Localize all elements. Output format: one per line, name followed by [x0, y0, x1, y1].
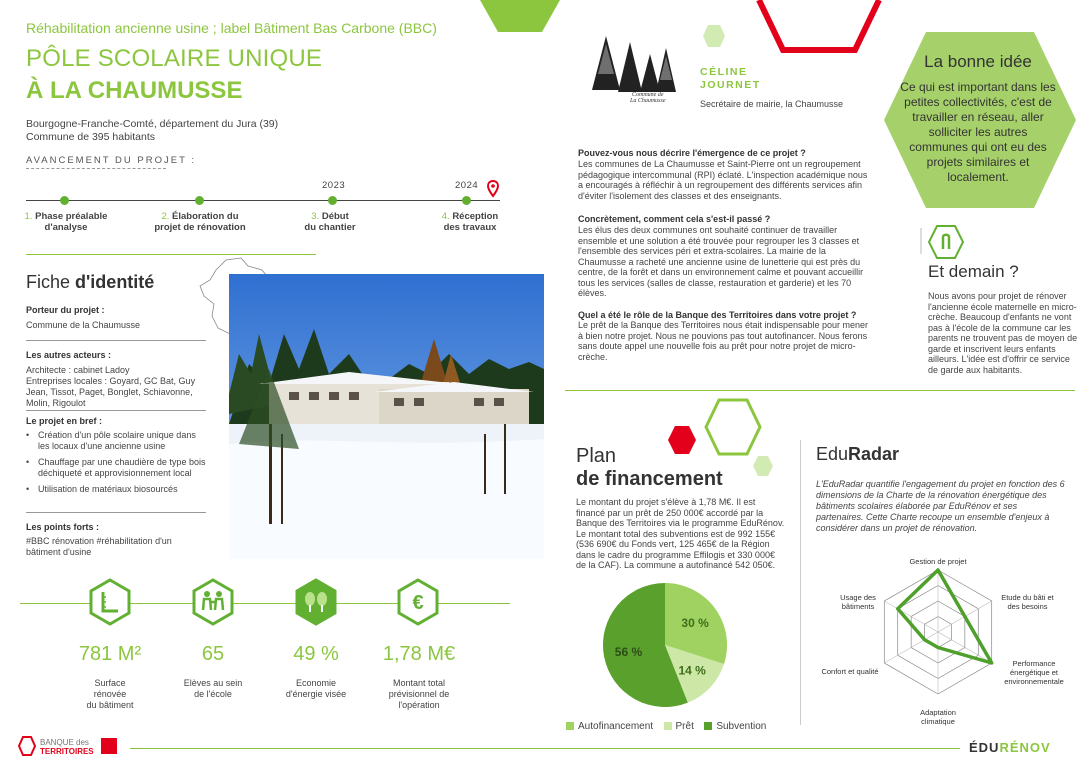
- idea-title: La bonne idée: [924, 52, 1032, 71]
- school-building-photo: [229, 274, 544, 559]
- timeline-year-4: 2024: [455, 180, 479, 191]
- stat-value-economie: 49 %: [293, 643, 339, 665]
- fiche-separator-2: [26, 410, 206, 411]
- plan-title-a: Plan: [576, 445, 617, 467]
- timeline-dot-1: [60, 196, 69, 205]
- page-title-line2: À LA CHAUMUSSE: [26, 77, 243, 104]
- forts-text: #BBC rénovation #réhabilitation d'un bâtiment d'usine: [26, 536, 172, 557]
- idea-leaf-icon: [928, 224, 964, 260]
- footer-line: [130, 748, 960, 749]
- banque-territoires-logo-icon: [18, 736, 36, 756]
- section-divider-fiche: [26, 254, 316, 255]
- fiche-title: Fiche d'identité: [26, 272, 155, 292]
- hexagon-light-small: [752, 455, 774, 477]
- legend-item-autofinancement: Autofinancement: [566, 721, 653, 732]
- timeline-step-3: 3. Début du chantier: [304, 211, 356, 233]
- eduradar-chart: [860, 560, 1020, 710]
- stat-value-surface: 781 M²: [78, 643, 142, 665]
- eduradar-text: L'EduRadar quantifie l'engagement du projet en fonction des 6 dimensions de la Charte de la rénovation énergétique des bâtiments scolaires élaborée par EduRénov et ses partenaires. Cette Charte recoupe un ensemble d'enjeux à considérer dans un projet de rénovation.: [816, 479, 1065, 533]
- hexagon-outline-green: [704, 398, 762, 456]
- stat-value-montant: 1,78 M€: [382, 643, 456, 665]
- progress-heading-underline: [26, 168, 166, 169]
- hexagon-red-small: [667, 425, 697, 455]
- pie-label-subvention: 56 %: [614, 644, 643, 659]
- porteur-heading: Porteur du projet :: [26, 305, 105, 315]
- pie-legend: [566, 716, 796, 734]
- page-title-line1: PÔLE SCOLAIRE UNIQUE: [26, 45, 323, 72]
- fiche-separator-1: [26, 340, 206, 341]
- vertical-divider: [800, 440, 801, 725]
- bref-list: [26, 430, 206, 500]
- acteurs-text: Architecte : cabinet Ladoy Entreprises locales : Goyard, GC Bat, Guy Jean, Tissot, Paget, Bonglet, Schiavonne, Molin, Rigoulot: [26, 365, 196, 408]
- svg-text:€: €: [412, 592, 424, 614]
- radar-label-performance: Performance énergétique et environnementale: [1004, 659, 1064, 686]
- pie-label-pret: 14 %: [678, 663, 706, 678]
- location-pin-icon: [487, 180, 499, 198]
- fiche-separator-3: [26, 512, 206, 513]
- answer-1: Les communes de La Chaumusse et Saint-Pierre ont un regroupement pédagogique intercommunal (RPI) éclaté. L'inspection académique nous a encouragés à réfléchir à un regroupement des différents services afin d'éviter l'isolement des classes et des enseignants.: [578, 159, 868, 201]
- demain-text: Nous avons pour projet de rénover l'ancienne école maternelle en micro-crèche. Beaucoup d'enfants ne vont pas à l'école de la commune car les parents ne trouvent pas de moyen de garde et inscrivent leurs enfants ailleurs. L'idée est d'offrir ce service de garde aux habitants.: [928, 291, 1078, 375]
- banque-territoires-logo-text: BANQUE des TERRITOIRES: [40, 738, 94, 756]
- plan-text: Le montant du projet s'élève à 1,78 M€. Il est financé par un prêt de 250 000€ accordé par la Banque des Territoires via le programme EduRénov. Le montant total des subventions est de 992 155€ (536 690€ du Fonds vert, 125 465€ de la Région dans le cadre du programme Effilogis et 330 000€ de la CAF). La commune a autofinancé 542 050€.: [576, 497, 785, 570]
- idea-text: Ce qui est important dans les petites collectivités, c'est de travailler en réseau, aller solliciter les autres communes qui ont eu des projets similaires et localement.: [900, 80, 1056, 184]
- ruler-icon: [88, 578, 132, 626]
- children-icon: [191, 578, 235, 626]
- timeline-step-2: 2. Élaboration du projet de rénovation: [154, 211, 246, 233]
- stat-label-surface: Surface rénovée du bâtiment: [86, 678, 134, 710]
- euro-icon: [396, 578, 440, 626]
- timeline-dot-3: [328, 196, 337, 205]
- project-subtitle: Réhabilitation ancienne usine ; label Bâtiment Bas Carbone (BBC): [26, 20, 437, 36]
- bref-heading: Le projet en bref :: [26, 416, 103, 426]
- legend-item-pret: Prêt: [664, 721, 694, 732]
- radar-label-gestion: Gestion de projet: [909, 557, 967, 566]
- pie-label-autofinancement: 30 %: [681, 616, 709, 631]
- hexagon-decoration-top: [480, 0, 560, 34]
- demain-divider: [920, 228, 922, 254]
- acteurs-heading: Les autres acteurs :: [26, 350, 112, 360]
- commune-logo-caption: Commune de La Chaumusse: [630, 92, 666, 104]
- hexagon-outline-red: [755, 0, 885, 62]
- hexagon-small-green: [702, 24, 726, 48]
- radar-label-adaptation: Adaptation climatique: [920, 708, 956, 726]
- question-2: Concrètement, comment cela s'est-il passé ?: [578, 214, 771, 224]
- timeline-dot-2: [195, 196, 204, 205]
- eduradar-title: EduRadar: [816, 444, 900, 464]
- stat-label-eleves: Elèves au sein de l'école: [183, 678, 243, 699]
- interviewee-role: Secrétaire de mairie, la Chaumusse: [700, 99, 844, 109]
- list-item: • Utilisation de matériaux biosourcés: [26, 484, 206, 495]
- timeline-year-3: 2023: [322, 180, 346, 191]
- progress-heading: AVANCEMENT DU PROJET :: [26, 155, 196, 166]
- plan-title-b: de financement: [576, 468, 723, 490]
- demain-title: Et demain ?: [928, 262, 1019, 281]
- question-1: Pouvez-vous nous décrire l'émergence de ce projet ?: [578, 148, 806, 158]
- porteur-text: Commune de la Chaumusse: [26, 320, 141, 330]
- stat-label-economie: Economie d'énergie visée: [285, 678, 347, 699]
- section-divider-bottom: [565, 390, 1075, 391]
- radar-label-confort: Confort et qualité: [821, 667, 879, 676]
- list-item: • Chauffage par une chaudière de type bois déchiqueté et approvisionnement local: [26, 457, 206, 479]
- timeline-dot-4: [462, 196, 471, 205]
- caisse-depots-logo: [101, 738, 117, 754]
- legend-item-subvention: Subvention: [704, 721, 766, 732]
- forts-heading: Les points forts :: [26, 522, 100, 532]
- timeline-line: [26, 200, 500, 201]
- timeline-step-1: 1. Phase préalable d'analyse: [24, 211, 108, 233]
- list-item: • Création d'un pôle scolaire unique dans les locaux d'une ancienne usine: [26, 430, 206, 452]
- radar-label-usage: Usage des bâtiments: [840, 593, 876, 611]
- timeline-step-4: 4. Réception des travaux: [441, 211, 499, 233]
- region-info: Bourgogne-Franche-Comté, département du Jura (39) Commune de 395 habitants: [26, 118, 279, 143]
- question-3: Quel a été le rôle de la Banque des Territoires dans votre projet ?: [578, 310, 857, 320]
- trees-icon: [294, 578, 338, 626]
- answer-2: Les élus des deux communes ont souhaité continuer de travailler ensemble et une solution a été trouvée pour regrouper les 3 classes et l'ensemble des services péri et extra-scolaires. La mairie de la Chaumusse a racheté une ancienne usine de lunetterie qui est près du centre, de la forêt et dans un environnement calme et pouvant accueillir tous les services (salles de classe, restauration et garderie) et les 70 élèves.: [578, 225, 864, 298]
- radar-label-etude: Etude du bâti et des besoins: [1001, 593, 1054, 611]
- financement-pie-chart: [600, 580, 730, 710]
- stat-label-montant: Montant total prévisionnel de l'opération: [388, 678, 450, 710]
- answer-3: Le prêt de la Banque des Territoires nous était indispensable pour mener à bien notre projet. Nous ne pouvions pas tout autofinancer. Nous ferons sans doute appel une nouvelle fois au prêt pour notre projet de micro-crèche.: [578, 320, 869, 362]
- stat-value-eleves: 65: [201, 643, 225, 665]
- interviewee-name: CÉLINE JOURNET: [700, 66, 761, 91]
- edurenov-logo: ÉDURÉNOV: [969, 740, 1051, 755]
